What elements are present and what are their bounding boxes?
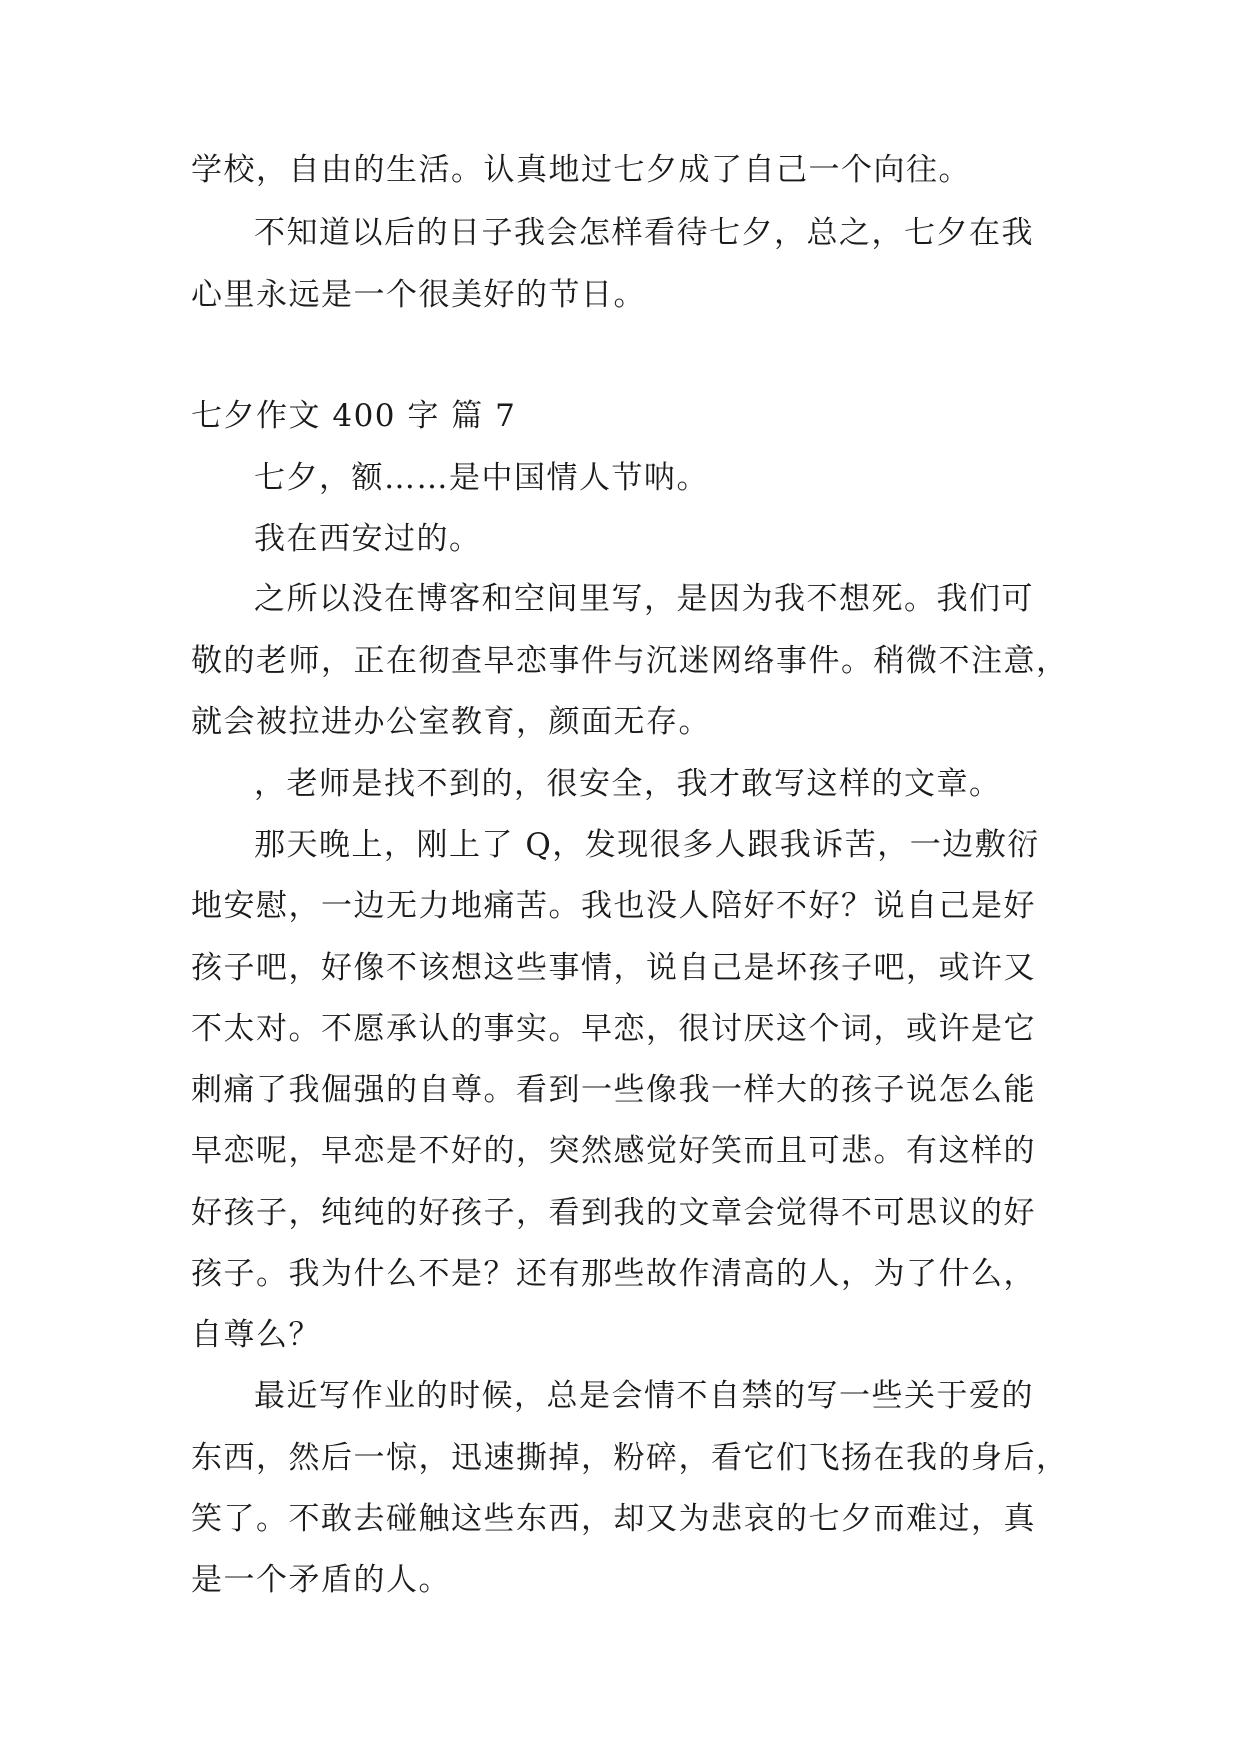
paragraph-line: 刺痛了我倔强的自尊。看到一些像我一样大的孩子说怎么能	[191, 1072, 1036, 1108]
paragraph-line: 不知道以后的日子我会怎样看待七夕，总之，七夕在我	[254, 215, 1034, 251]
paragraph-line: ，老师是找不到的，很安全，我才敢写这样的文章。	[254, 766, 1002, 802]
paragraph-line: 我在西安过的。	[254, 521, 482, 557]
paragraph-line: 孩子。我为什么不是？还有那些故作清高的人，为了什么，	[191, 1256, 1036, 1292]
paragraph-line: 地安慰，一边无力地痛苦。我也没人陪好不好？说自己是好	[191, 888, 1036, 924]
paragraph-line: 孩子吧，好像不该想这些事情，说自己是坏孩子吧，或许又	[191, 950, 1036, 986]
paragraph-line: 最近写作业的时候，总是会情不自禁的写一些关于爱的	[254, 1378, 1034, 1414]
paragraph-line: 早恋呢，早恋是不好的，突然感觉好笑而且可悲。有这样的	[191, 1133, 1036, 1169]
section-heading: 七夕作文 400 字 篇 7	[191, 398, 517, 434]
paragraph-line: 七夕，额……是中国情人节呐。	[254, 460, 709, 496]
paragraph-line: 是一个矛盾的人。	[191, 1562, 451, 1598]
paragraph-line: 笑了。不敢去碰触这些东西，却又为悲哀的七夕而难过，真	[191, 1501, 1036, 1537]
paragraph-line: 学校，自由的生活。认真地过七夕成了自己一个向往。	[191, 152, 971, 188]
paragraph-line: 心里永远是一个很美好的节日。	[191, 277, 646, 313]
paragraph-line: 东西，然后一惊，迅速撕掉，粉碎，看它们飞扬在我的身后，	[191, 1440, 1069, 1476]
paragraph-line: 好孩子，纯纯的好孩子，看到我的文章会觉得不可思议的好	[191, 1195, 1036, 1231]
paragraph-line: 不太对。不愿承认的事实。早恋，很讨厌这个词，或许是它	[191, 1011, 1036, 1047]
paragraph-line: 自尊么？	[191, 1317, 321, 1353]
paragraph-line: 敬的老师，正在彻查早恋事件与沉迷网络事件。稍微不注意，	[191, 643, 1069, 679]
paragraph-line: 就会被拉进办公室教育，颜面无存。	[191, 704, 711, 740]
paragraph-line: 那天晚上，刚上了 Q，发现很多人跟我诉苦，一边敷衍	[254, 827, 1040, 863]
paragraph-line: 之所以没在博客和空间里写，是因为我不想死。我们可	[254, 581, 1034, 617]
